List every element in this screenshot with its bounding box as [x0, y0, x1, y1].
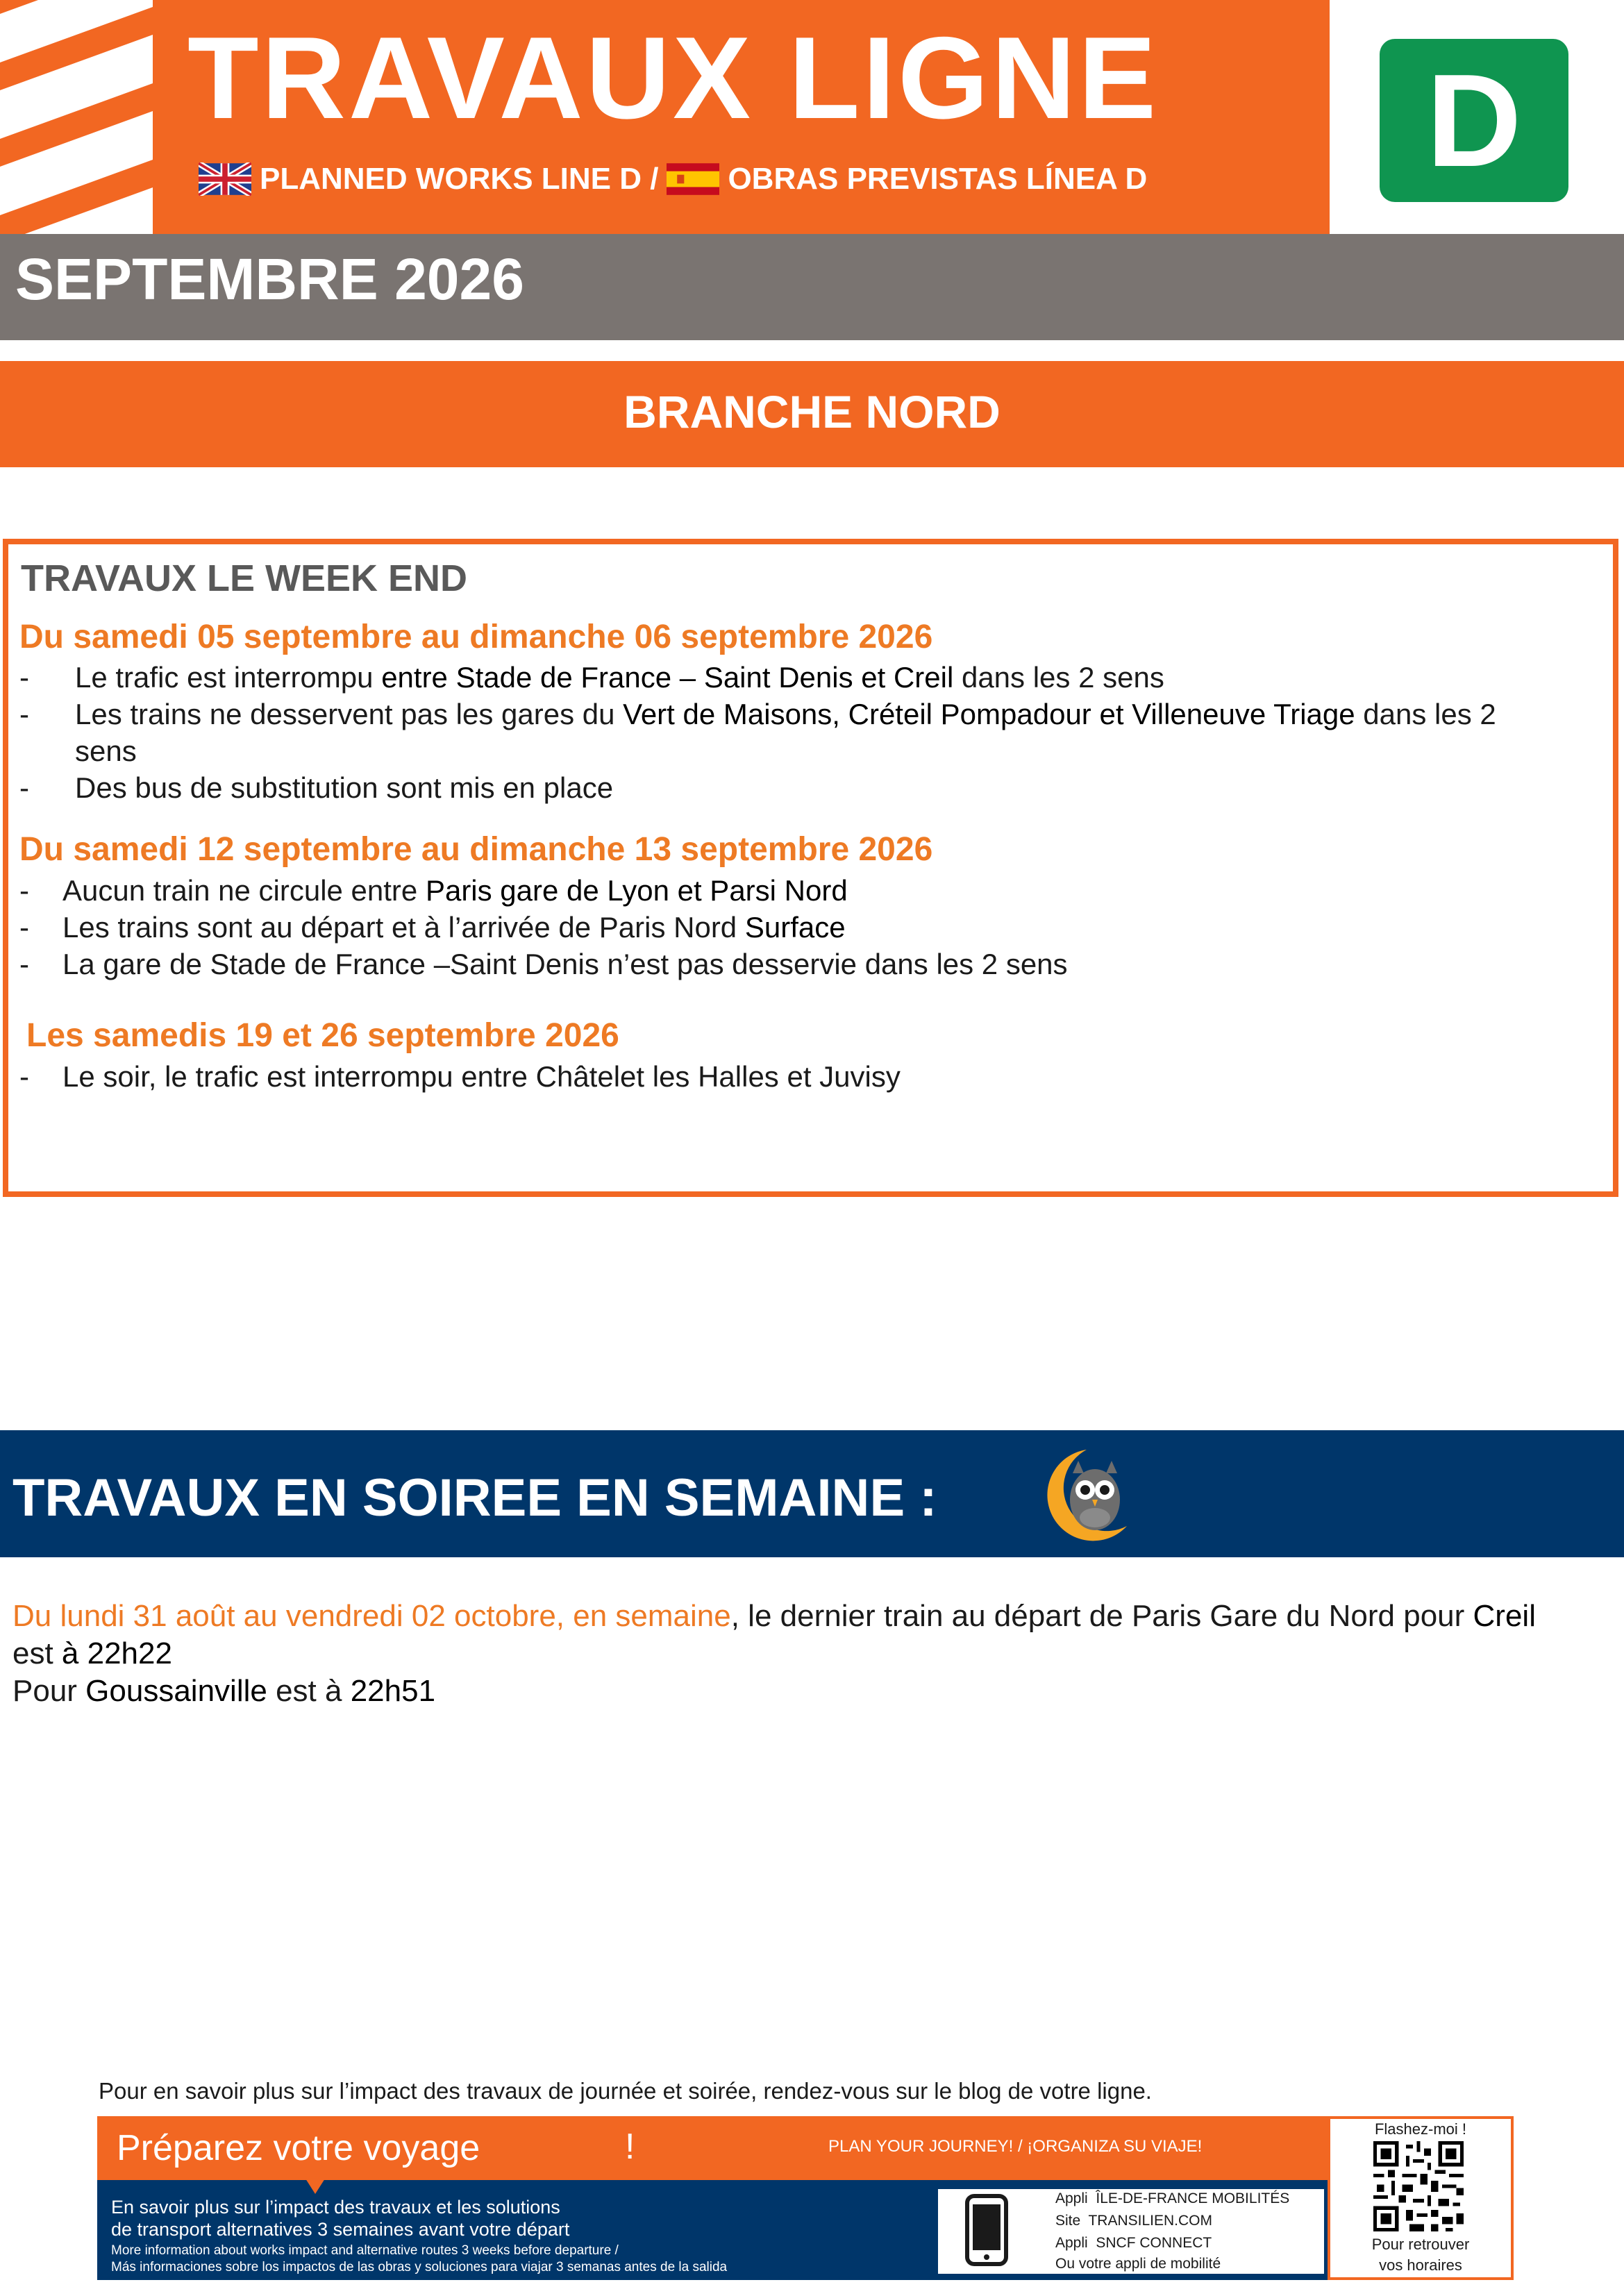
list-item: Des bus de substitution sont mis en place — [75, 771, 614, 804]
bullet-dash: - — [19, 771, 29, 804]
prepare-journey-exclamation: ! — [625, 2127, 635, 2167]
bullet-dash: - — [19, 1060, 29, 1093]
spain-flag-icon — [667, 162, 719, 196]
qr-title: Flashez-moi ! — [1374, 2120, 1467, 2138]
list-item-continuation: sens — [75, 735, 137, 767]
qr-code-icon[interactable] — [1366, 2141, 1471, 2231]
header-stripes-decoration — [0, 0, 167, 234]
uk-flag-icon — [199, 162, 251, 196]
evening-line-3: Pour Goussainville est à 22h51 — [12, 1674, 436, 1708]
qr-caption-line-1: Pour retrouver — [1371, 2236, 1470, 2253]
app-line-3: Appli SNCF CONNECT — [1055, 2235, 1212, 2251]
page-title: TRAVAUX LIGNE — [187, 12, 1160, 143]
month-title: SEPTEMBRE 2026 — [15, 246, 524, 312]
subtitle-spanish: OBRAS PREVISTAS LÍNEA D — [728, 162, 1148, 196]
list-item: Le soir, le trafic est interrompu entre Châtelet les Halles et Juvisy — [62, 1060, 901, 1093]
qr-caption-line-2: vos horaires — [1379, 2256, 1462, 2274]
app-line-1: Appli ÎLE-DE-FRANCE MOBILITÉS — [1055, 2190, 1290, 2206]
bullet-dash: - — [19, 698, 29, 730]
line-d-badge: D — [1380, 39, 1568, 202]
header-subtitle — [199, 160, 1147, 199]
weekend-heading: TRAVAUX LE WEEK END — [21, 558, 468, 599]
bullet-dash: - — [19, 661, 29, 694]
smartphone-icon — [965, 2194, 1008, 2266]
info-fr-line-1: En savoir plus sur l’impact des travaux et les solutions — [111, 2197, 560, 2218]
period-title: Du samedi 12 septembre au dimanche 13 septembre 2026 — [19, 831, 933, 868]
subtitle-english: PLANNED WORKS LINE D / — [260, 162, 659, 196]
bullet-dash: - — [19, 911, 29, 944]
info-es-line: Más informaciones sobre los impactos de las obras y soluciones para viajar 3 semanas antes de la salida — [111, 2260, 728, 2274]
list-item: Les trains ne desservent pas les gares du Vert de Maisons, Créteil Pompadour et Villeneuve Triage dans les 2 — [75, 698, 1496, 730]
prepare-journey-title: Préparez votre voyage — [117, 2128, 480, 2168]
list-item: Les trains sont au départ et à l’arrivée de Paris Nord Surface — [62, 911, 846, 944]
plan-journey-label: PLAN YOUR JOURNEY! / ¡ORGANIZA SU VIAJE! — [828, 2137, 1203, 2156]
bullet-dash: - — [19, 948, 29, 980]
list-item: La gare de Stade de France –Saint Denis n’est pas desservie dans les 2 sens — [62, 948, 1068, 980]
period-title: Les samedis 19 et 26 septembre 2026 — [26, 1017, 619, 1054]
branch-title: BRANCHE NORD — [623, 386, 1001, 437]
list-item: Aucun train ne circule entre Paris gare de Lyon et Parsi Nord — [62, 874, 848, 907]
app-line-2: Site TRANSILIEN.COM — [1055, 2213, 1213, 2229]
owl-moon-icon — [1038, 1444, 1142, 1548]
list-item: Le trafic est interrompu entre Stade de France – Saint Denis et Creil dans les 2 sens — [75, 661, 1164, 694]
evening-works-title: TRAVAUX EN SOIREE EN SEMAINE : — [12, 1468, 937, 1527]
evening-line-2: est à 22h22 — [12, 1636, 172, 1670]
evening-line-1: Du lundi 31 août au vendredi 02 octobre, en semaine, le dernier train au départ de Paris Gare du Nord pour Creil — [12, 1599, 1536, 1633]
bullet-dash: - — [19, 874, 29, 907]
info-fr-line-2: de transport alternatives 3 semaines avant votre départ — [111, 2219, 570, 2240]
app-line-4: Ou votre appli de mobilité — [1055, 2256, 1221, 2272]
speech-bubble-tail — [305, 2179, 325, 2194]
blog-note: Pour en savoir plus sur l’impact des travaux de journée et soirée, rendez-vous sur le blog de votre ligne. — [99, 2078, 1152, 2104]
info-en-line: More information about works impact and alternative routes 3 weeks before departure / — [111, 2243, 619, 2258]
period-title: Du samedi 05 septembre au dimanche 06 septembre 2026 — [19, 619, 933, 655]
